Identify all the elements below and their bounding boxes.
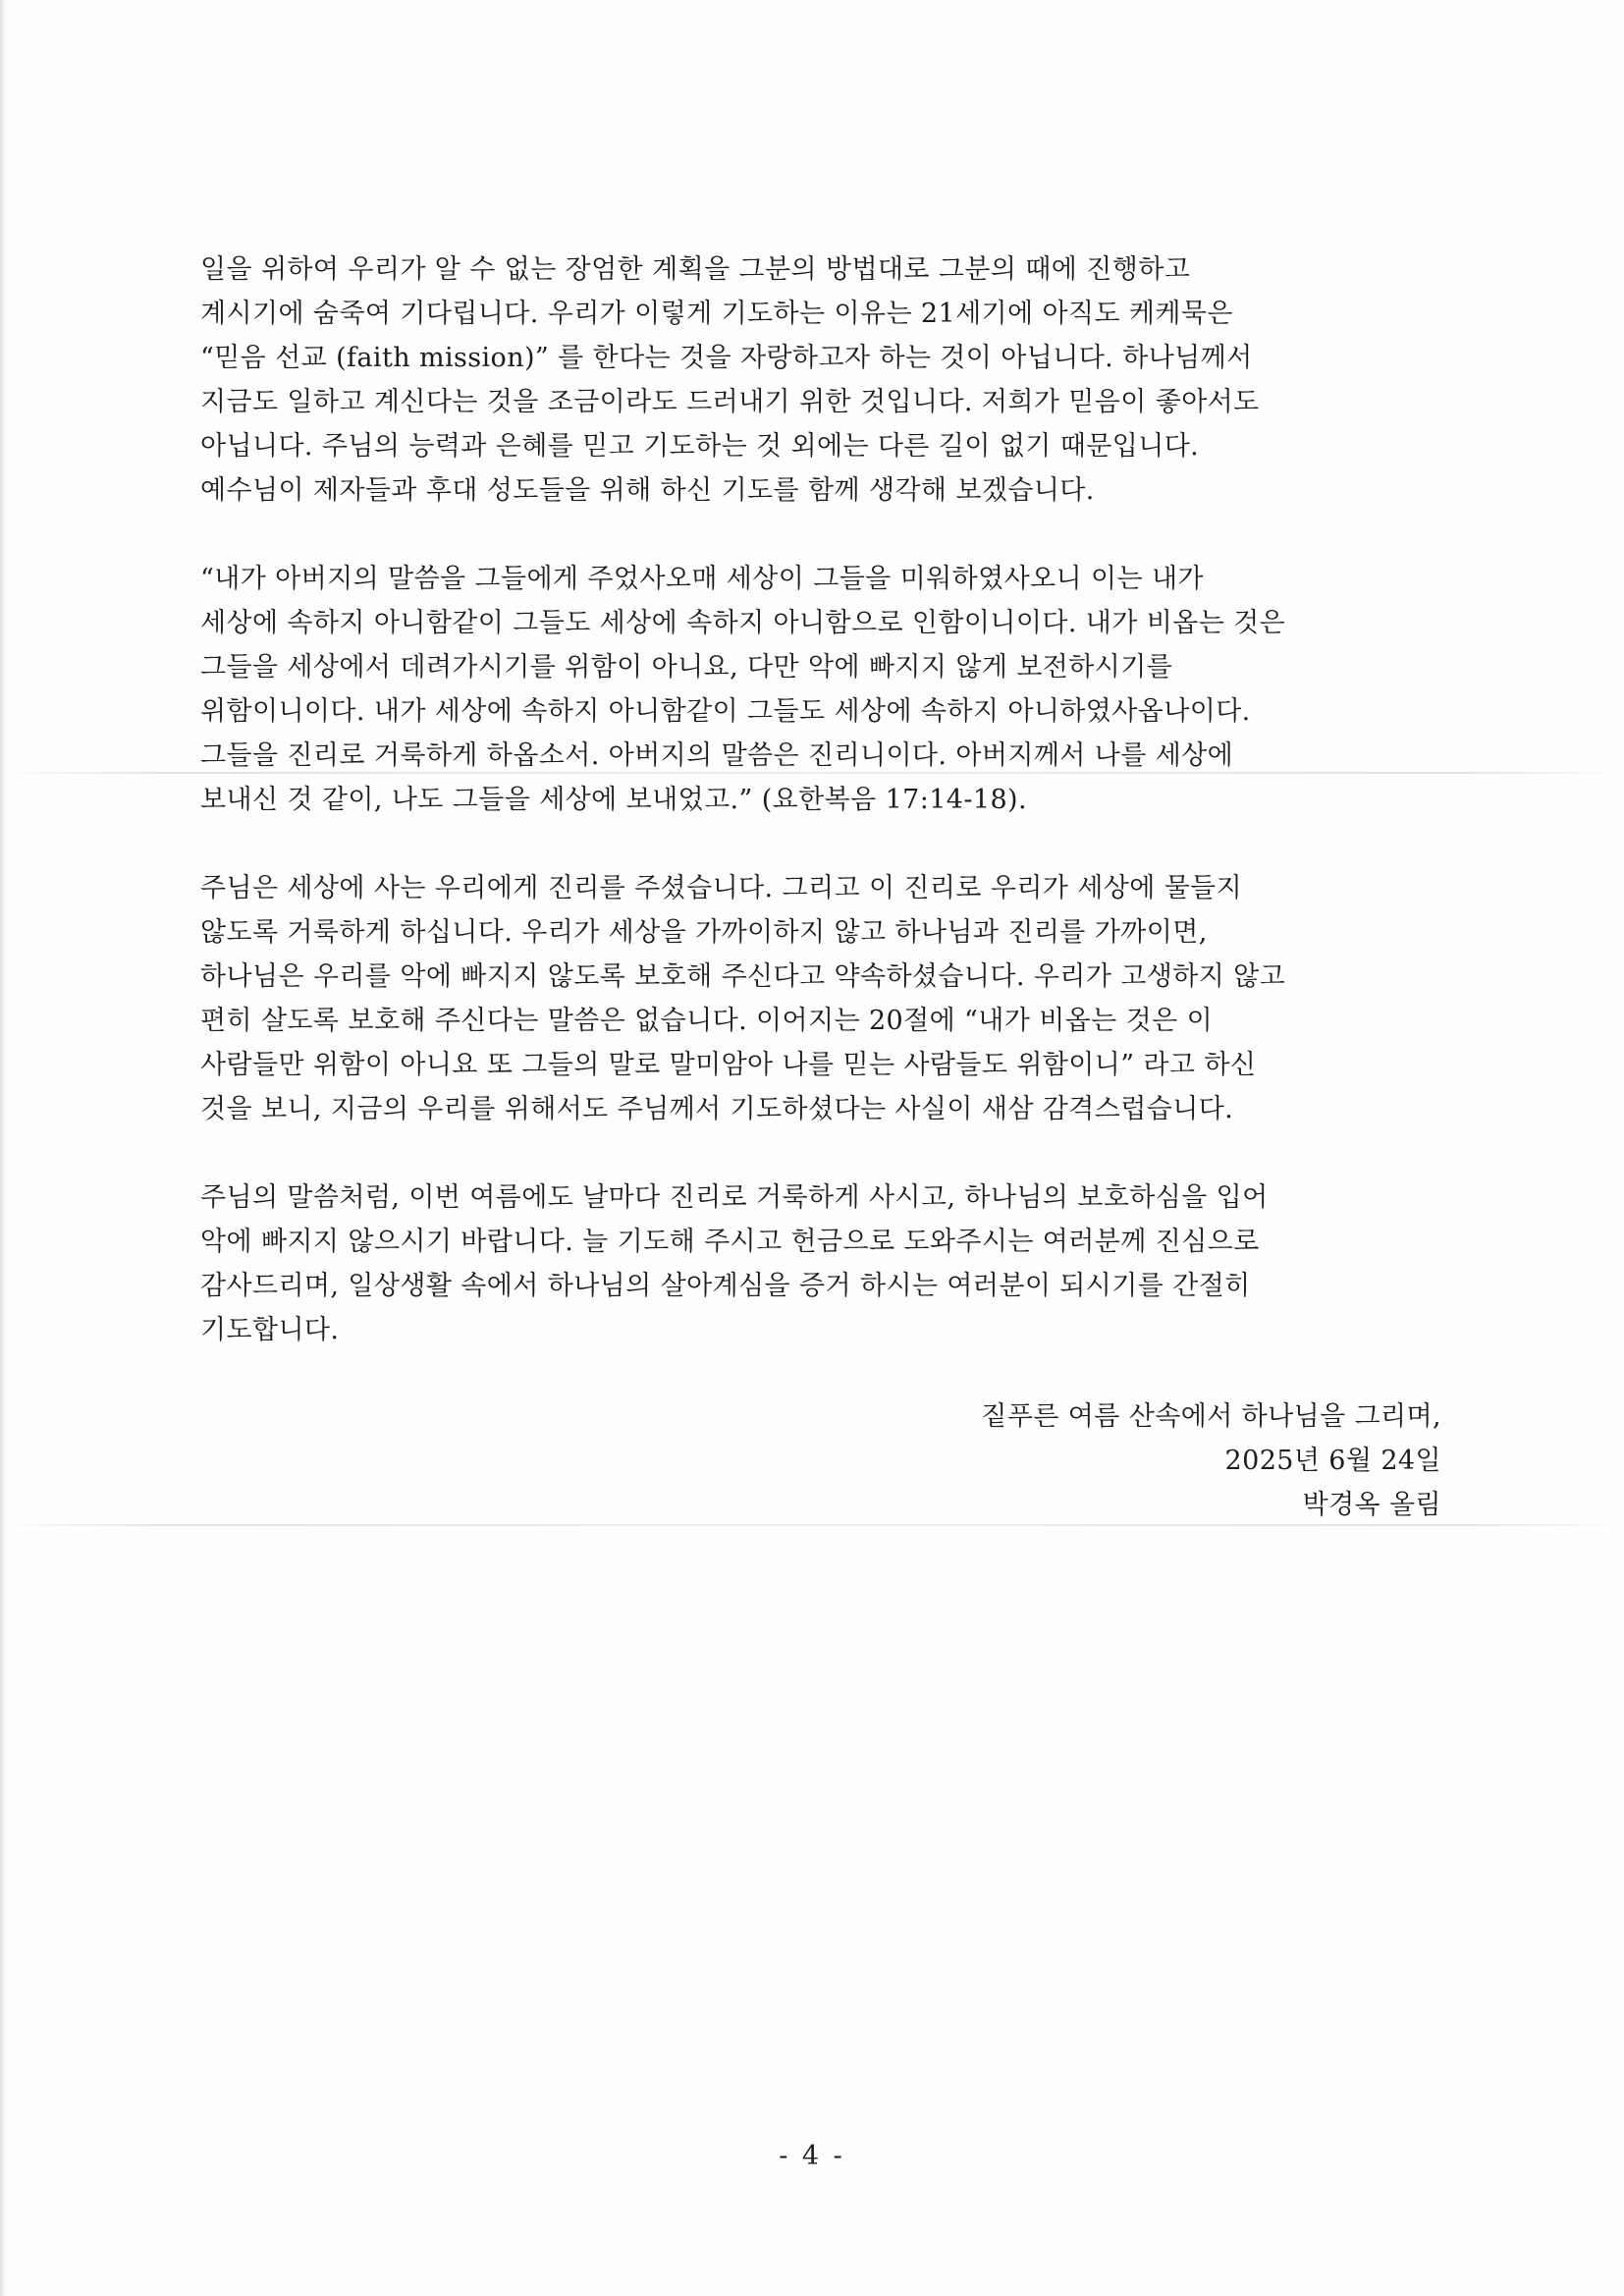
text-line: 악에 빠지지 않으시기 바랍니다. 늘 기도해 주시고 헌금으로 도와주시는 여러분께 진심으로 (200, 1227, 1260, 1257)
paragraph-intro (200, 247, 1467, 513)
scan-edge-shadow (0, 0, 6, 2296)
paragraph-closing-prayer (200, 1175, 1467, 1352)
text-line: 위함이니이다. 내가 세상에 속하지 아니함같이 그들도 세상에 속하지 아니하였사옵나이다. (200, 696, 1251, 727)
text-line: 기도합니다. (200, 1315, 340, 1345)
text-line: 않도록 거룩하게 하십니다. 우리가 세상을 가까이하지 않고 하나님과 진리를 가까이면, (200, 917, 1208, 948)
text-line: 계시기에 숨죽여 기다립니다. 우리가 이렇게 기도하는 이유는 21세기에 아직도 케케묵은 (200, 299, 1233, 329)
text-line: 그들을 세상에서 데려가시기를 위함이 아니요, 다만 악에 빠지지 않게 보전하시기를 (200, 652, 1173, 683)
text-line: 아닙니다. 주님의 능력과 은혜를 믿고 기도하는 것 외에는 다른 길이 없기 때문입니다. (200, 431, 1200, 462)
text-line: 주님은 세상에 사는 우리에게 진리를 주셨습니다. 그리고 이 진리로 우리가 세상에 물들지 (200, 873, 1243, 903)
text-line: 예수님이 제자들과 후대 성도들을 위해 하신 기도를 함께 생각해 보겠습니다. (200, 475, 1095, 506)
text-line: 사람들만 위함이 아니요 또 그들의 말로 말미암아 나를 믿는 사람들도 위함이니” 라고 하신 (200, 1050, 1257, 1080)
closing-signature: 박경옥 올림 (1302, 1490, 1441, 1520)
letter-body (200, 247, 1467, 1396)
text-line: 세상에 속하지 아니함같이 그들도 세상에 속하지 아니함으로 인함이니이다. 내가 비옵는 것은 (200, 608, 1286, 638)
text-line: 편히 살도록 보호해 주신다는 말씀은 없습니다. 이어지는 20절에 “내가 비옵는 것은 이 (200, 1006, 1214, 1036)
letter-closing (981, 1394, 1441, 1527)
paragraph-scripture-quote (200, 557, 1467, 822)
closing-greeting: 짙푸른 여름 산속에서 하나님을 그리며, (981, 1401, 1441, 1432)
text-line: 것을 보니, 지금의 우리를 위해서도 주님께서 기도하셨다는 사실이 새삼 감격스럽습니다. (200, 1094, 1234, 1124)
text-line: 감사드리며, 일상생활 속에서 하나님의 살아계심을 증거 하시는 여러분이 되시기를 간절히 (200, 1271, 1251, 1301)
text-line: “믿음 선교 (faith mission)” 를 한다는 것을 자랑하고자 하는 것이 아닙니다. 하나님께서 (200, 343, 1253, 373)
paragraph-reflection (200, 866, 1467, 1131)
text-line: 그들을 진리로 거룩하게 하옵소서. 아버지의 말씀은 진리니이다. 아버지께서 나를 세상에 (200, 740, 1234, 771)
page-number: - 4 - (779, 2141, 845, 2171)
text-line: 지금도 일하고 계신다는 것을 조금이라도 드러내기 위한 것입니다. 저희가 믿음이 좋아서도 (200, 387, 1260, 417)
text-line: 일을 위하여 우리가 알 수 없는 장엄한 계획을 그분의 방법대로 그분의 때에 진행하고 (200, 254, 1191, 285)
text-line: 보내신 것 같이, 나도 그들을 세상에 보내었고.” (요한복음 17:14-18). (200, 785, 1027, 815)
text-line: 주님의 말씀처럼, 이번 여름에도 날마다 진리로 거룩하게 사시고, 하나님의 보호하심을 입어 (200, 1182, 1269, 1213)
closing-date: 2025년 6월 24일 (1224, 1446, 1441, 1476)
text-line: 하나님은 우리를 악에 빠지지 않도록 보호해 주신다고 약속하셨습니다. 우리가 고생하지 않고 (200, 961, 1286, 992)
text-line: “내가 아버지의 말씀을 그들에게 주었사오매 세상이 그들을 미워하였사오니 이는 내가 (200, 564, 1204, 594)
